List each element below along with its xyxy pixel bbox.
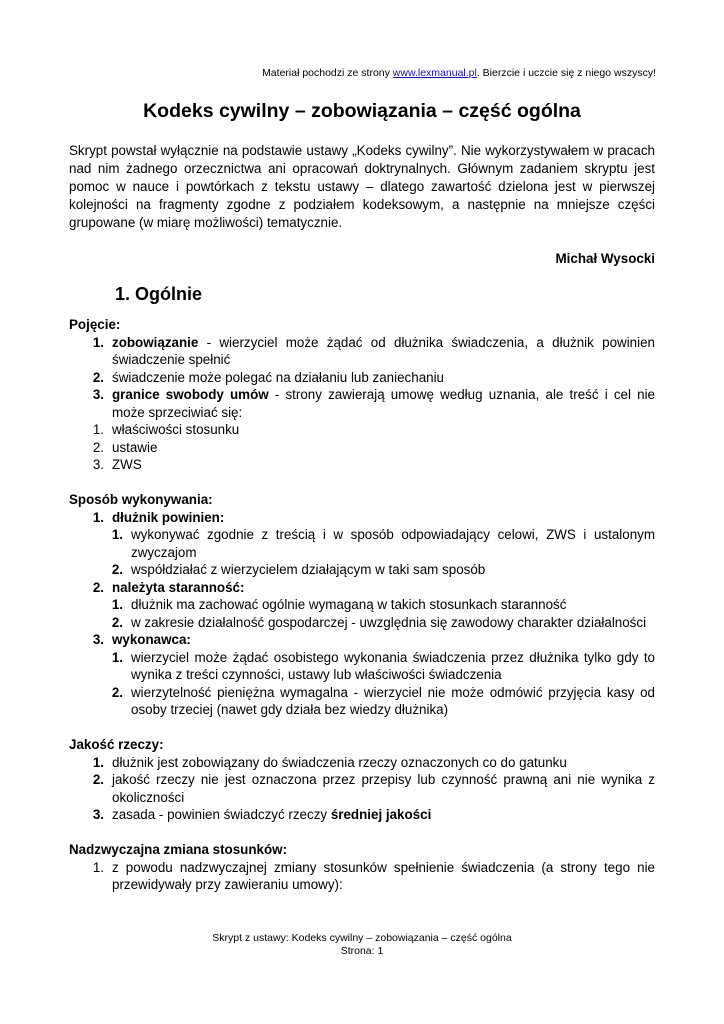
author-name: Michał Wysocki bbox=[555, 251, 655, 266]
list-number: 1. bbox=[92, 509, 104, 525]
list-text: - strony zawierają umowę według uznania, ale treść i cel nie może sprzeciwiać się: bbox=[112, 387, 655, 420]
sub-list-item bbox=[69, 456, 655, 474]
list-item bbox=[69, 806, 655, 824]
list-number: 2. bbox=[111, 562, 123, 577]
list-item bbox=[69, 386, 655, 421]
list-text: ZWS bbox=[112, 457, 142, 472]
list-item bbox=[69, 334, 655, 369]
term: średniej jakości bbox=[330, 807, 432, 822]
list-number: 2. bbox=[92, 579, 104, 595]
list-number: 2. bbox=[92, 369, 104, 385]
page-header bbox=[60, 67, 656, 79]
header-suffix: . Bierzcie i uczcie się z niego wszyscy! bbox=[476, 67, 656, 79]
list-text: ustawie bbox=[112, 439, 158, 455]
page-label: Strona: bbox=[340, 945, 378, 957]
list-number: 3. bbox=[92, 632, 104, 647]
page-number-line bbox=[60, 945, 664, 958]
list-number: 2. bbox=[92, 439, 104, 455]
list-text: w zakresie działalność gospodarczej - uwzględnia się zawodowy charakter działalności bbox=[131, 614, 647, 630]
list-text: zasada - powinien świadczyć rzeczy bbox=[112, 807, 331, 822]
list-item bbox=[69, 509, 655, 527]
page-number: 1 bbox=[377, 945, 384, 957]
group-label: dłużnik powinien: bbox=[112, 509, 225, 525]
list-text: współdziałać z wierzycielem działającym w taki sam sposób bbox=[131, 562, 486, 577]
term: granice swobody umów bbox=[112, 387, 269, 402]
sub-list-item bbox=[69, 649, 655, 684]
list-text: z powodu nadzwyczajnej zmiany stosunków spełnienie świadczenia (a strony tego nie przewidywały przy zawieraniu umowy): bbox=[112, 859, 655, 892]
list-number: 3. bbox=[92, 807, 104, 822]
footer-title: Skrypt z ustawy: Kodeks cywilny – zobowiązania – część ogólna bbox=[212, 932, 512, 944]
list-number: 2. bbox=[111, 684, 123, 700]
sub-list-item bbox=[69, 614, 655, 632]
list-number: 1. bbox=[111, 527, 123, 542]
sposob-label: Sposób wykonywania: bbox=[69, 492, 213, 507]
zmiana-label: Nadzwyczajna zmiana stosunków: bbox=[69, 842, 288, 857]
document-title: Kodeks cywilny – zobowiązania – część ogólna bbox=[143, 100, 581, 122]
group-label: wykonawca: bbox=[112, 632, 191, 647]
list-text: właściwości stosunku bbox=[112, 422, 240, 437]
list-number: 1. bbox=[92, 422, 104, 437]
list-item bbox=[69, 369, 655, 387]
list-text: jakość rzeczy nie jest oznaczona przez przepisy lub czynność prawną ani nie wynika z okoliczności bbox=[112, 772, 655, 805]
list-number: 1. bbox=[111, 649, 123, 665]
page-footer bbox=[60, 932, 664, 958]
list-number: 1. bbox=[111, 597, 123, 612]
list-item bbox=[69, 631, 655, 649]
sub-list-item bbox=[69, 561, 655, 579]
section-heading: 1. Ogólnie bbox=[115, 284, 203, 304]
jakosc-label: Jakość rzeczy: bbox=[69, 737, 164, 752]
sub-list-item bbox=[69, 596, 655, 614]
list-text: wykonywać zgodnie z treścią i w sposób odpowiadający celowi, ZWS i ustalonym zwyczajom bbox=[131, 527, 655, 560]
intro-paragraph: Skrypt powstał wyłącznie na podstawie ustawy „Kodeks cywilny”. Nie wykorzystywałem w pracach nad nim żadnego orzecznictwa ani opracowań doktrynalnych. Głównym zadaniem skryptu jest pomoc w nauce i powtórkach z tekstu ustawy – dlatego zawartość dzielona jest w pierwszej kolejności na fragmenty zgodne z podziałem kodeksowym, a następnie na mniejsze części grupowane (w miarę możliwości) tematycznie. bbox=[69, 143, 655, 230]
group-label: należyta staranność: bbox=[112, 579, 245, 595]
list-text: - wierzyciel może żądać od dłużnika świadczenia, a dłużnik powinien świadczenie spełnić bbox=[112, 334, 655, 367]
list-number: 1. bbox=[92, 754, 104, 770]
pojecie-label: Pojęcie: bbox=[69, 317, 121, 332]
sub-list-item bbox=[69, 421, 655, 439]
header-prefix: Materiał pochodzi ze strony bbox=[262, 67, 393, 79]
list-text: wierzytelność pieniężna wymagalna - wierzyciel nie może odmówić przyjęcia kasy od osoby trzeciej (nawet gdy działa bez wiedzy dłużnika) bbox=[131, 684, 655, 717]
term: zobowiązanie bbox=[112, 334, 199, 350]
sub-list-item bbox=[69, 439, 655, 457]
sub-list-item bbox=[69, 684, 655, 719]
source-link[interactable]: www.lexmanual.pl bbox=[392, 67, 477, 79]
list-text: wierzyciel może żądać osobistego wykonania świadczenia przez dłużnika tylko gdy to wynika z treści czynności, ustawy lub właściwości świadczenia bbox=[131, 649, 655, 682]
list-item bbox=[69, 579, 655, 597]
section-content bbox=[69, 316, 655, 894]
sub-list-item bbox=[69, 526, 655, 561]
list-number: 3. bbox=[92, 457, 104, 472]
list-item bbox=[69, 859, 655, 894]
list-item bbox=[69, 771, 655, 806]
list-text: dłużnik jest zobowiązany do świadczenia rzeczy oznaczonych co do gatunku bbox=[112, 754, 567, 770]
list-number: 1. bbox=[92, 859, 104, 875]
list-text: świadczenie może polegać na działaniu lub zaniechaniu bbox=[112, 369, 445, 385]
list-number: 1. bbox=[92, 334, 104, 350]
list-number: 2. bbox=[92, 772, 104, 787]
list-number: 3. bbox=[92, 387, 104, 402]
list-text: dłużnik ma zachować ogólnie wymaganą w takich stosunkach staranność bbox=[131, 597, 567, 612]
list-number: 2. bbox=[111, 614, 123, 630]
list-item bbox=[69, 754, 655, 772]
